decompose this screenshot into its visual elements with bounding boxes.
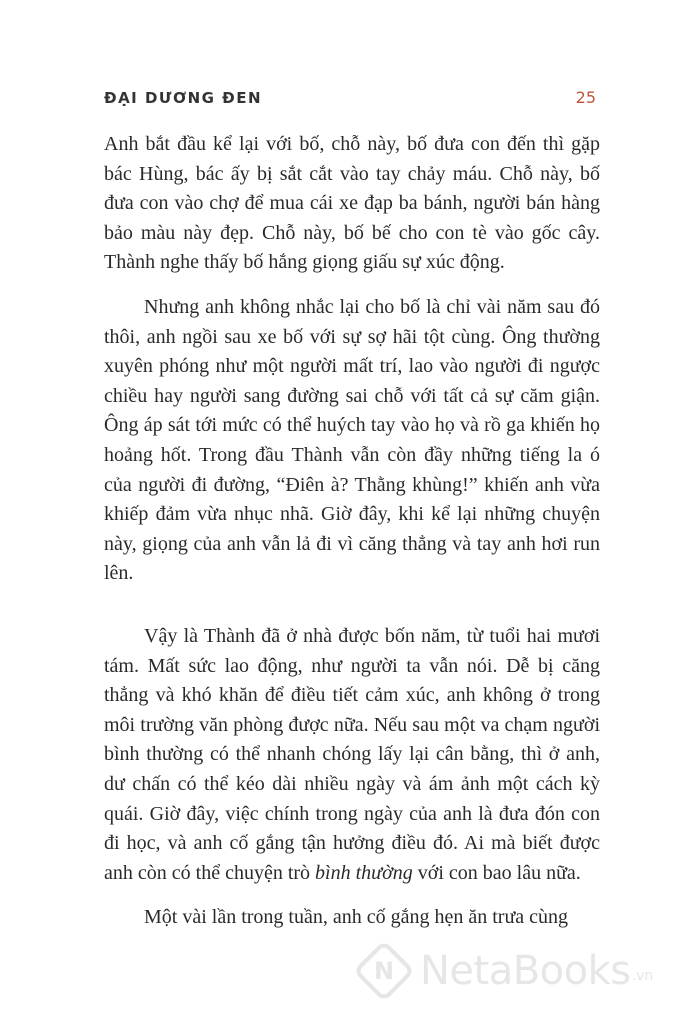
emphasis-text: bình thường	[315, 861, 413, 884]
watermark-text: NetaBooks	[420, 948, 631, 994]
netabooks-logo-icon	[353, 940, 415, 1002]
watermark-suffix: .vn	[631, 968, 654, 984]
watermark	[362, 948, 653, 994]
page-number: 25	[575, 88, 596, 107]
text-section-2	[104, 622, 600, 948]
paragraph-3-text-start: Vậy là Thành đã ở nhà được bốn năm, từ tuổi hai mươi tám. Mất sức lao động, như người ta vẫn nói. Dễ bị căng thẳng và khó khăn để điều tiết cảm xúc, anh không ở trong môi trường văn phòng được nữa. Nếu sau một va chạm người bình thường có thể nhanh chóng lấy lại cân bằng, thì ở anh, dư chấn có thể kéo dài nhiều ngày và ám ảnh một cách kỳ quái. Giờ đây, việc chính trong ngày của anh là đưa đón con đi học, và anh cố gắng tận hưởng điều đó. Ai mà biết được anh còn có thể chuyện trò	[104, 625, 600, 884]
running-header	[104, 88, 596, 107]
logo-letter: N	[373, 957, 395, 985]
paragraph-3	[104, 622, 600, 888]
book-title: ĐẠI DƯƠNG ĐEN	[104, 88, 263, 107]
text-section-1	[104, 130, 600, 604]
paragraph-1: Anh bắt đầu kể lại với bố, chỗ này, bố đưa con đến thì gặp bác Hùng, bác ấy bị sắt cắt vào tay chảy máu. Chỗ này, bố đưa con vào chợ để mua cái xe đạp ba bánh, người bán hàng bảo màu này đẹp. Chỗ này, bố bế cho con tè vào gốc cây. Thành nghe thấy bố hắng giọng giấu sự xúc động.	[104, 133, 600, 274]
paragraph-4: Một vài lần trong tuần, anh cố gắng hẹn ăn trưa cùng	[144, 906, 569, 929]
paragraph-2: Nhưng anh không nhắc lại cho bố là chỉ vài năm sau đó thôi, anh ngồi sau xe bố với sự sợ hãi tột cùng. Ông thường xuyên phóng như một người mất trí, lao vào người đi ngược chiều hay người sang đường sai chỗ với tất cả sự căm giận. Ông áp sát tới mức có thể huých tay vào họ và rồ ga khiến họ hoảng hốt. Trong đầu Thành vẫn còn đầy những tiếng la ó của người đi đường, “Điên à? Thằng khùng!” khiến anh vừa khiếp đảm vừa nhục nhã. Giờ đây, khi kể lại những chuyện này, giọng của anh vẫn lả đi vì căng thẳng và tay anh hơi run lên.	[104, 295, 600, 585]
paragraph-3-text-end: với con bao lâu nữa.	[412, 861, 581, 884]
